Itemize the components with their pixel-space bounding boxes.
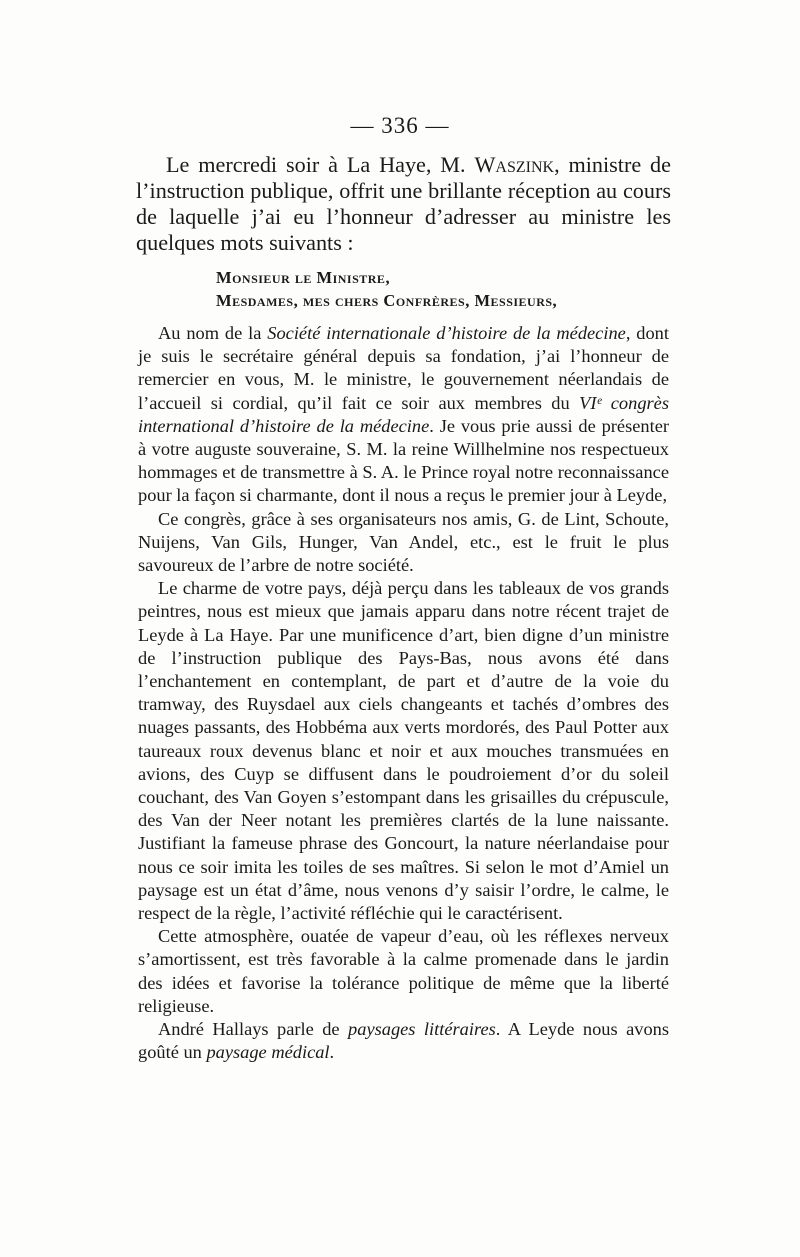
p2-text-c: . Je vous prie aussi de présenter à votre auguste souveraine, S. M. la reine Willhelmine nos respectueux hommages et de transmettre à S. A. le Prince royal notre reconnaissance pour la façon si charmante, dont il nous a reçus le premier jour à Leyde, <box>138 415 669 506</box>
literary-landscapes: paysages littéraires <box>348 1019 496 1040</box>
intro-text-b: , ministre de l’instruction publique, offrit une brillante réception au cours de laquelle j’ai eu l’honneur d’adresser au ministre les quelques mots suivants : <box>136 152 671 255</box>
paragraph-hallays <box>138 1018 669 1064</box>
salutation-line-1: Monsieur le Ministre, <box>216 268 391 287</box>
minister-name: Waszink <box>474 152 555 177</box>
intro-text-a: Le mercredi soir à La Haye, M. <box>166 152 475 177</box>
intro-paragraph <box>136 152 671 256</box>
p6-text-b: . A Leyde nous avons goûté un <box>138 1019 670 1063</box>
paragraph-congress: Ce congrès, grâce à ses organisateurs nos amis, G. de Lint, Schoute, Nuijens, Van Gils, Hunger, Van Andel, etc., est le fruit le plus savoureux de l’arbre de notre société. <box>138 508 669 576</box>
p2-text-a: Au nom de la <box>158 323 268 343</box>
p6-text-a: André Hallays parle de <box>158 1019 349 1040</box>
salutation-line-2: Mesdames, mes chers Confrères, Messieurs, <box>216 291 558 310</box>
speech-body <box>138 322 669 1065</box>
paragraph-landscape: Le charme de votre pays, déjà perçu dans les tableaux de vos grands peintres, nous est mieux que jamais apparu dans notre récent trajet de Leyde à La Haye. Par une munificence d’art, bien digne d’un ministre de l’instruction publique des Pays-Bas, nous avons été dans l’enchantement en contemplant, de part et d’autre de la voie du tramway, des Ruysdael aux ciels changeants et tachés d’ombres des nuages passants, des Hobbéma aux verts mordorés, des Paul Potter aux taureaux roux devenus blanc et noir et aux mouches transmuées en avions, des Cuyp se diffusent dans le poudroiement d’or du soleil couchant, des Van Goyen s’estompant dans les grisailles du crépuscule, des Van der Neer notant les premières clartés de la lune naissante. Justifiant la fameuse phrase des Goncourt, la nature néerlandaise pour nous ce soir imita les toiles de ses maîtres. Si selon le mot d’Amiel un paysage est un état d’âme, nous venons d’y saisir l’ordre, le calme, le respect de la règle, l’activité réfléchie qui le caractérisent. <box>138 578 669 924</box>
paragraph-society <box>138 322 669 508</box>
medical-landscape: paysage médical <box>206 1042 330 1063</box>
congress-name: VIᵉ congrès international d’histoire de la médecine <box>138 392 669 436</box>
p6-text-c: . <box>329 1042 335 1063</box>
paragraph-atmosphere: Cette atmosphère, ouatée de vapeur d’eau, où les réflexes nerveux s’amortissent, est très favorable à la calme promenade dans le jardin des idées et favorise la tolérance politique de même que la liberté religieuse. <box>138 926 669 1016</box>
page-number: — 336 — <box>350 113 450 138</box>
society-name: Société internationale d’histoire de la médecine <box>267 323 626 343</box>
p2-text-b: , dont je suis le secrétaire général depuis sa fondation, j’ai l’honneur de remercier en vous, M. le ministre, le gouvernement néerlandais de l’accueil si cordial, qu’il fait ce soir aux membres du <box>138 323 669 413</box>
